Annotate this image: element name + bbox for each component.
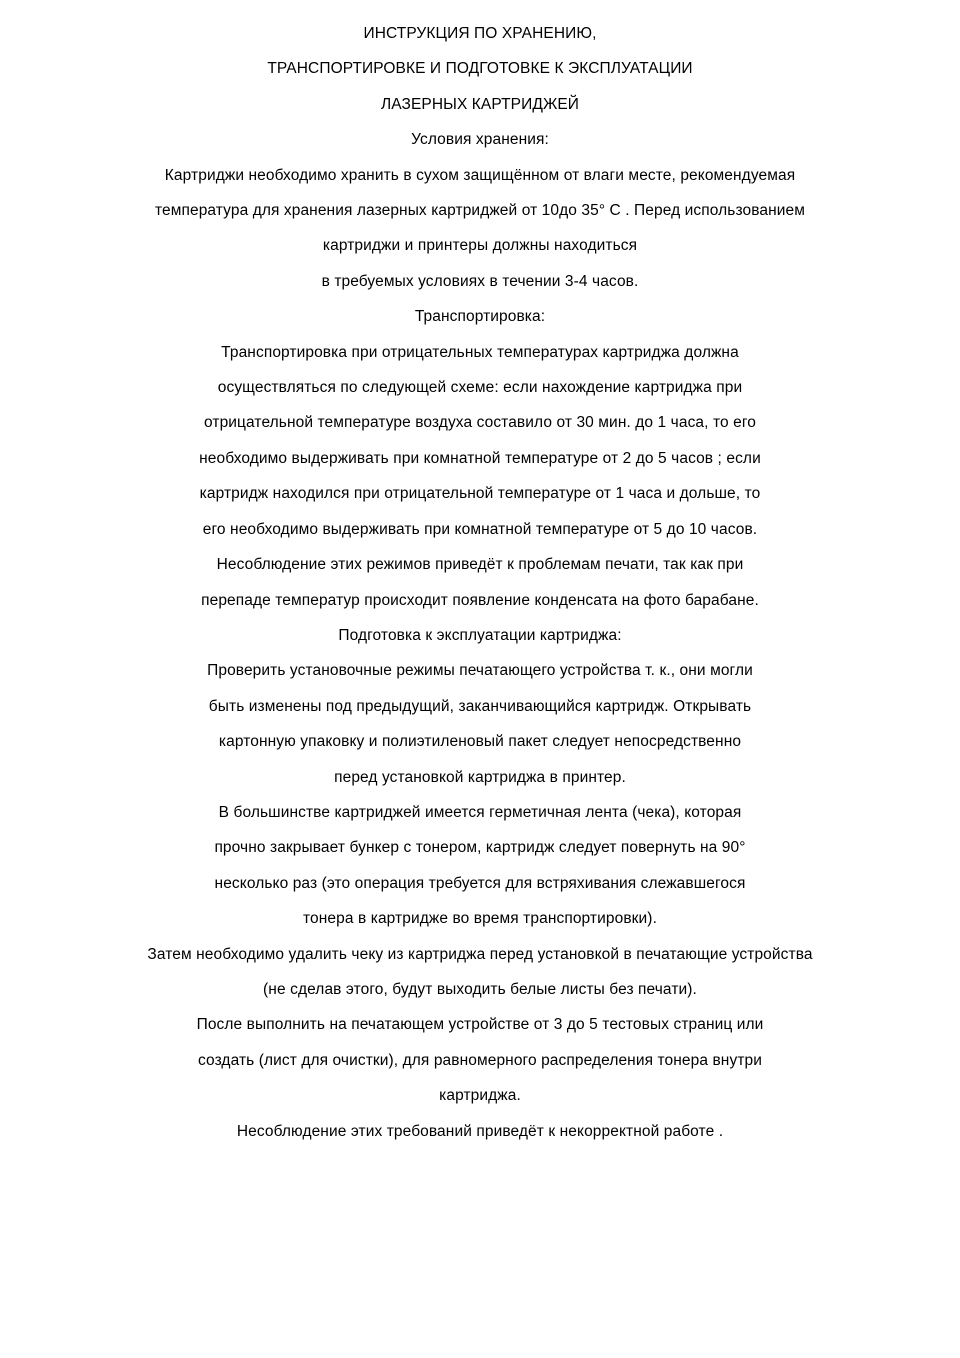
text-line: картриджа. xyxy=(439,1087,521,1105)
text-line: тонера в картридже во время транспортировки). xyxy=(303,910,657,928)
text-line: Несоблюдение этих режимов приведёт к проблемам печати, так как при xyxy=(216,556,744,574)
text-line: Подготовка к эксплуатации картриджа: xyxy=(338,626,622,644)
text-line: его необходимо выдерживать при комнатной температуре от 5 до 10 часов. xyxy=(202,520,758,538)
text-line: (не сделав этого, будут выходить белые листы без печати). xyxy=(263,980,697,998)
text-line: Затем необходимо удалить чеку из картриджа перед установкой в печатающие устройства xyxy=(147,945,813,963)
text-line: прочно закрывает бункер с тонером, картридж следует повернуть на 90° xyxy=(214,839,746,857)
text-line: Проверить установочные режимы печатающего устройства т. к., они могли xyxy=(207,662,753,680)
document-title xyxy=(0,16,960,122)
text-line: Транспортировка при отрицательных температурах картриджа должна xyxy=(221,343,739,361)
text-line: температура для хранения лазерных картриджей от 10до 35° C . Перед использованием xyxy=(154,202,805,220)
text-line: отрицательной температуре воздуха составило от 30 мин. до 1 часа, то его xyxy=(204,414,756,432)
text-line: Картриджи необходимо хранить в сухом защищённом от влаги месте, рекомендуемая xyxy=(164,166,796,184)
text-line: Условия хранения: xyxy=(411,131,549,149)
text-line: несколько раз (это операция требуется для встряхивания слежавшегося xyxy=(214,874,746,892)
text-line: в требуемых условиях в течении 3-4 часов. xyxy=(321,272,639,290)
text-line: ТРАНСПОРТИРОВКЕ И ПОДГОТОВКЕ К ЭКСПЛУАТАЦИИ xyxy=(267,60,693,78)
text-line: быть изменены под предыдущий, заканчивающийся картридж. Открывать xyxy=(208,697,752,715)
text-line: картриджи и принтеры должны находиться xyxy=(322,237,638,255)
text-line: перепаде температур происходит появление конденсата на фото барабане. xyxy=(201,591,759,609)
text-line: создать (лист для очистки), для равномерного распределения тонера внутри xyxy=(198,1051,762,1069)
text-line: Транспортировка: xyxy=(414,308,546,326)
text-line: картридж находился при отрицательной температуре от 1 часа и дольше, то xyxy=(199,485,761,503)
document-body xyxy=(0,122,960,1149)
text-line: ИНСТРУКЦИЯ ПО ХРАНЕНИЮ, xyxy=(363,25,597,42)
text-line: перед установкой картриджа в принтер. xyxy=(334,768,626,786)
text-line: ЛАЗЕРНЫХ КАРТРИДЖЕЙ xyxy=(380,95,580,113)
text-line: После выполнить на печатающем устройстве от 3 до 5 тестовых страниц или xyxy=(196,1016,764,1034)
text-line: осуществляться по следующей схеме: если нахождение картриджа при xyxy=(217,379,743,397)
text-line: Несоблюдение этих требований приведёт к некорректной работе . xyxy=(236,1122,724,1140)
text-line: картонную упаковку и полиэтиленовый пакет следует непосредственно xyxy=(218,733,742,751)
text-line: необходимо выдерживать при комнатной температуре от 2 до 5 часов ; если xyxy=(199,449,761,467)
text-line: В большинстве картриджей имеется герметичная лента (чека), которая xyxy=(218,803,742,821)
